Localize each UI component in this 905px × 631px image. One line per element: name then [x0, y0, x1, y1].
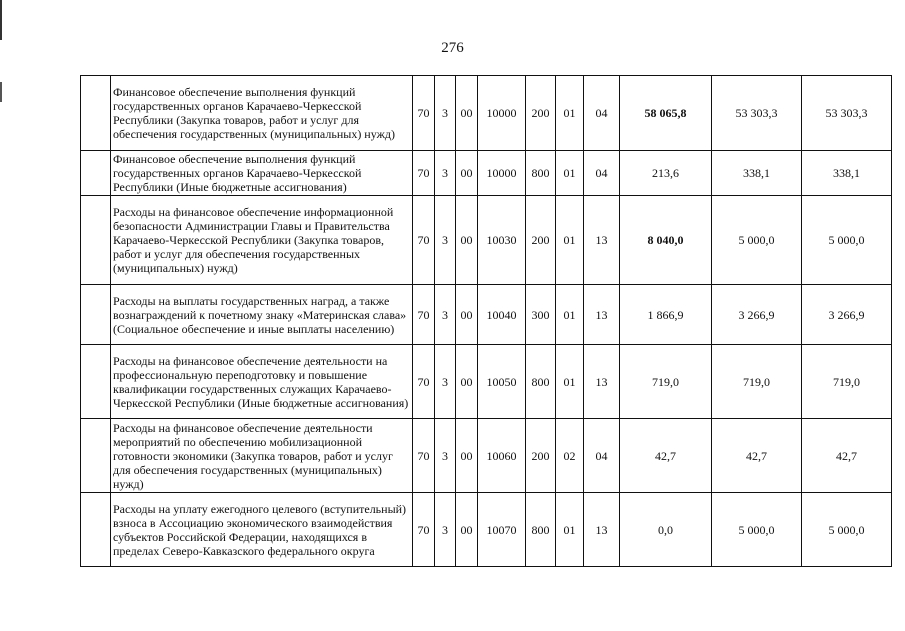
code-cell: 01 [556, 196, 584, 285]
code-cell: 01 [556, 285, 584, 345]
code-cell: 10070 [478, 493, 526, 567]
amount-cell: 5 000,0 [712, 493, 802, 567]
amount-cell: 719,0 [712, 345, 802, 419]
amount-cell: 338,1 [712, 151, 802, 196]
expense-name: Расходы на уплату ежегодного целевого (вступительный) взноса в Ассоциацию экономического взаимодействия субъектов Российской Федерации, находящихся в пределах Северо-Кавказского федерального округа [111, 493, 413, 567]
expense-name: Расходы на финансовое обеспечение деятельности на профессиональную переподготовку и повышение квалификации государственных служащих Карачаево-Черкесской Республики (Иные бюджетные ассигнования) [111, 345, 413, 419]
page-number: 276 [441, 40, 464, 56]
code-cell: 04 [584, 151, 620, 196]
code-cell: 300 [526, 285, 556, 345]
amount-cell: 53 303,3 [802, 76, 892, 151]
code-cell: 70 [413, 151, 435, 196]
table-row [81, 151, 892, 196]
code-cell: 70 [413, 285, 435, 345]
amount-cell: 719,0 [620, 345, 712, 419]
empty-cell [81, 493, 111, 567]
code-cell: 01 [556, 493, 584, 567]
amount-cell: 5 000,0 [802, 493, 892, 567]
code-cell: 800 [526, 151, 556, 196]
budget-table [80, 75, 892, 567]
code-cell: 3 [435, 76, 456, 151]
amount-cell: 42,7 [620, 419, 712, 493]
code-cell: 10030 [478, 196, 526, 285]
code-cell: 3 [435, 419, 456, 493]
code-cell: 3 [435, 493, 456, 567]
code-cell: 200 [526, 196, 556, 285]
code-cell: 70 [413, 493, 435, 567]
code-cell: 00 [456, 285, 478, 345]
code-cell: 3 [435, 151, 456, 196]
code-cell: 00 [456, 419, 478, 493]
code-cell: 70 [413, 345, 435, 419]
amount-cell: 42,7 [712, 419, 802, 493]
table-row [81, 76, 892, 151]
code-cell: 01 [556, 345, 584, 419]
code-cell: 01 [556, 76, 584, 151]
code-cell: 70 [413, 196, 435, 285]
code-cell: 800 [526, 493, 556, 567]
empty-cell [81, 76, 111, 151]
code-cell: 800 [526, 345, 556, 419]
table-row [81, 196, 892, 285]
code-cell: 10000 [478, 76, 526, 151]
amount-cell: 58 065,8 [620, 76, 712, 151]
amount-cell: 42,7 [802, 419, 892, 493]
code-cell: 3 [435, 285, 456, 345]
code-cell: 10000 [478, 151, 526, 196]
code-cell: 04 [584, 76, 620, 151]
code-cell: 10040 [478, 285, 526, 345]
code-cell: 3 [435, 196, 456, 285]
code-cell: 3 [435, 345, 456, 419]
amount-cell: 8 040,0 [620, 196, 712, 285]
code-cell: 00 [456, 345, 478, 419]
expense-name: Расходы на выплаты государственных наград, а также вознаграждений к почетному знаку «Материнская слава» (Социальное обеспечение и иные выплаты населению) [111, 285, 413, 345]
code-cell: 13 [584, 493, 620, 567]
scan-edge-mark [0, 0, 2, 40]
code-cell: 01 [556, 151, 584, 196]
code-cell: 200 [526, 419, 556, 493]
code-cell: 70 [413, 419, 435, 493]
table-row [81, 419, 892, 493]
empty-cell [81, 151, 111, 196]
scan-edge-mark [0, 82, 2, 102]
amount-cell: 5 000,0 [802, 196, 892, 285]
amount-cell: 1 866,9 [620, 285, 712, 345]
empty-cell [81, 419, 111, 493]
code-cell: 10060 [478, 419, 526, 493]
amount-cell: 338,1 [802, 151, 892, 196]
code-cell: 02 [556, 419, 584, 493]
expense-name: Финансовое обеспечение выполнения функций государственных органов Карачаево-Черкесской Республики (Закупка товаров, работ и услуг для обеспечения государственных (муниципальных) нужд) [111, 76, 413, 151]
code-cell: 00 [456, 196, 478, 285]
code-cell: 04 [584, 419, 620, 493]
amount-cell: 3 266,9 [712, 285, 802, 345]
amount-cell: 213,6 [620, 151, 712, 196]
expense-name: Расходы на финансовое обеспечение информационной безопасности Администрации Главы и Правительства Карачаево-Черкесской Республики (Закупка товаров, работ и услуг для обеспечения государственных (муниципальных) нужд) [111, 196, 413, 285]
empty-cell [81, 196, 111, 285]
table-row [81, 345, 892, 419]
expense-name: Расходы на финансовое обеспечение деятельности мероприятий по обеспечению мобилизационной готовности экономики (Закупка товаров, работ и услуг для обеспечения государственных (муниципальных) нужд) [111, 419, 413, 493]
amount-cell: 53 303,3 [712, 76, 802, 151]
code-cell: 00 [456, 76, 478, 151]
code-cell: 13 [584, 285, 620, 345]
table-row [81, 285, 892, 345]
empty-cell [81, 345, 111, 419]
table-row [81, 493, 892, 567]
amount-cell: 0,0 [620, 493, 712, 567]
code-cell: 13 [584, 345, 620, 419]
amount-cell: 5 000,0 [712, 196, 802, 285]
code-cell: 200 [526, 76, 556, 151]
code-cell: 00 [456, 151, 478, 196]
amount-cell: 719,0 [802, 345, 892, 419]
amount-cell: 3 266,9 [802, 285, 892, 345]
code-cell: 13 [584, 196, 620, 285]
code-cell: 00 [456, 493, 478, 567]
code-cell: 10050 [478, 345, 526, 419]
code-cell: 70 [413, 76, 435, 151]
empty-cell [81, 285, 111, 345]
expense-name: Финансовое обеспечение выполнения функций государственных органов Карачаево-Черкесской Республики (Иные бюджетные ассигнования) [111, 151, 413, 196]
